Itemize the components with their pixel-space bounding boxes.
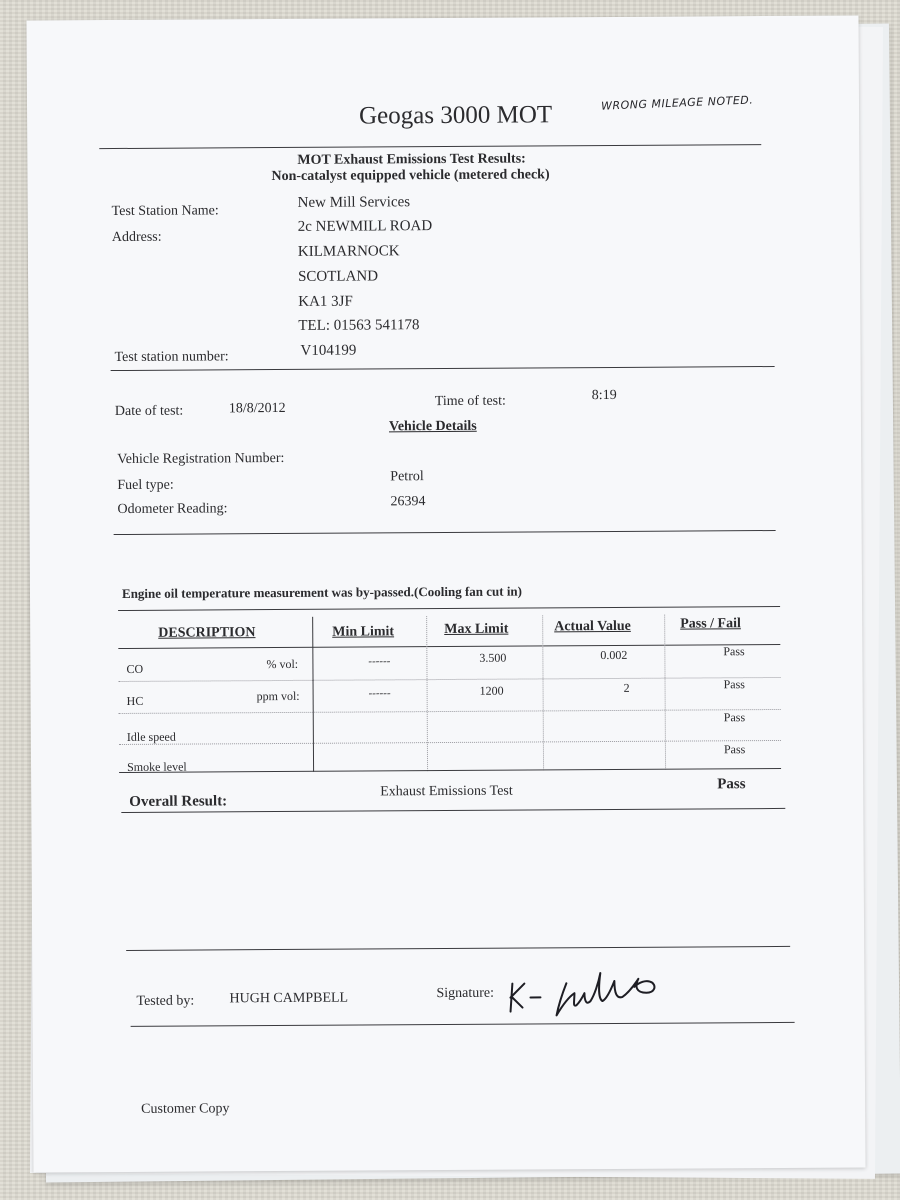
row-hc-name: HC: [126, 693, 144, 708]
results-heading-line1: MOT Exhaust Emissions Test Results:: [297, 151, 526, 168]
address-line: TEL: 01563 541178: [298, 317, 420, 334]
signature-label: Signature:: [436, 985, 495, 1002]
overall-result-value: Pass: [717, 776, 746, 793]
header-pass-fail: Pass / Fail: [680, 616, 741, 632]
row-hc-max: 1200: [479, 683, 504, 698]
odometer-reading: 26394: [390, 494, 426, 510]
column-divider: [312, 617, 314, 772]
address-line: SCOTLAND: [298, 268, 379, 285]
header-min-limit: Min Limit: [332, 624, 395, 640]
row-hc-result: Pass: [723, 677, 745, 692]
row-co-min: ------: [368, 655, 391, 668]
station-name: New Mill Services: [297, 194, 411, 211]
results-heading-line2: Non-catalyst equipped vehicle (metered check): [271, 167, 550, 185]
address-label: Address:: [111, 229, 162, 246]
station-number-label: Test station number:: [114, 349, 229, 366]
header-actual-value: Actual Value: [554, 618, 631, 635]
engine-oil-note: Engine oil temperature measurement was by-passed.(Cooling fan cut in): [121, 583, 523, 601]
column-divider: [664, 615, 666, 770]
header-description: DESCRIPTION: [158, 625, 256, 641]
address-line: KA1 3JF: [298, 293, 353, 310]
column-divider: [542, 615, 544, 770]
station-number: V104199: [300, 342, 357, 359]
date-label: Date of test:: [114, 403, 184, 420]
overall-result-label: Overall Result:: [129, 793, 228, 810]
station-name-label: Test Station Name:: [111, 203, 219, 220]
table-top-rule: [118, 606, 780, 611]
row-divider: [119, 740, 781, 745]
row-co-max: 3.500: [479, 650, 507, 665]
row-divider: [119, 709, 781, 714]
divider: [131, 1022, 795, 1027]
row-divider: [119, 677, 781, 682]
row-co-unit: % vol:: [266, 656, 299, 672]
row-co-name: CO: [126, 661, 144, 676]
row-hc-actual: 2: [623, 680, 630, 695]
tested-by-label: Tested by:: [136, 993, 195, 1009]
table-bottom-rule: [119, 768, 781, 773]
handwritten-note: WRONG MILEAGE NOTED.: [600, 93, 754, 113]
test-date: 18/8/2012: [228, 400, 286, 417]
header-max-limit: Max Limit: [444, 621, 509, 638]
registration-label: Vehicle Registration Number:: [117, 450, 285, 468]
tester-name: HUGH CAMPBELL: [229, 990, 349, 1007]
customer-copy-label: Customer Copy: [141, 1101, 230, 1117]
fuel-type-label: Fuel type:: [117, 477, 174, 494]
divider: [126, 946, 790, 951]
divider: [114, 530, 776, 535]
row-smoke-name: Smoke level: [127, 759, 187, 774]
column-divider: [426, 616, 428, 771]
row-idle-name: Idle speed: [126, 729, 176, 744]
row-hc-min: ------: [368, 687, 391, 700]
row-hc-unit: ppm vol:: [256, 688, 300, 704]
address-line: KILMARNOCK: [297, 243, 400, 260]
time-label: Time of test:: [434, 393, 506, 410]
row-idle-result: Pass: [723, 710, 746, 725]
overall-test-name: Exhaust Emissions Test: [380, 783, 513, 800]
row-co-actual: 0.002: [600, 647, 628, 663]
signature-scribble: [506, 953, 666, 1026]
row-co-result: Pass: [723, 644, 745, 659]
test-time: 8:19: [591, 387, 617, 404]
divider: [111, 366, 775, 371]
form-title: Geogas 3000 MOT: [358, 101, 553, 130]
header-rule: [118, 644, 780, 649]
fuel-type: Petrol: [390, 469, 424, 485]
row-smoke-result: Pass: [723, 742, 746, 757]
mot-certificate-page: [26, 15, 865, 1172]
divider: [99, 144, 761, 149]
address-line: 2c NEWMILL ROAD: [297, 218, 433, 235]
odometer-label: Odometer Reading:: [117, 501, 228, 518]
vehicle-details-heading: Vehicle Details: [388, 418, 477, 435]
